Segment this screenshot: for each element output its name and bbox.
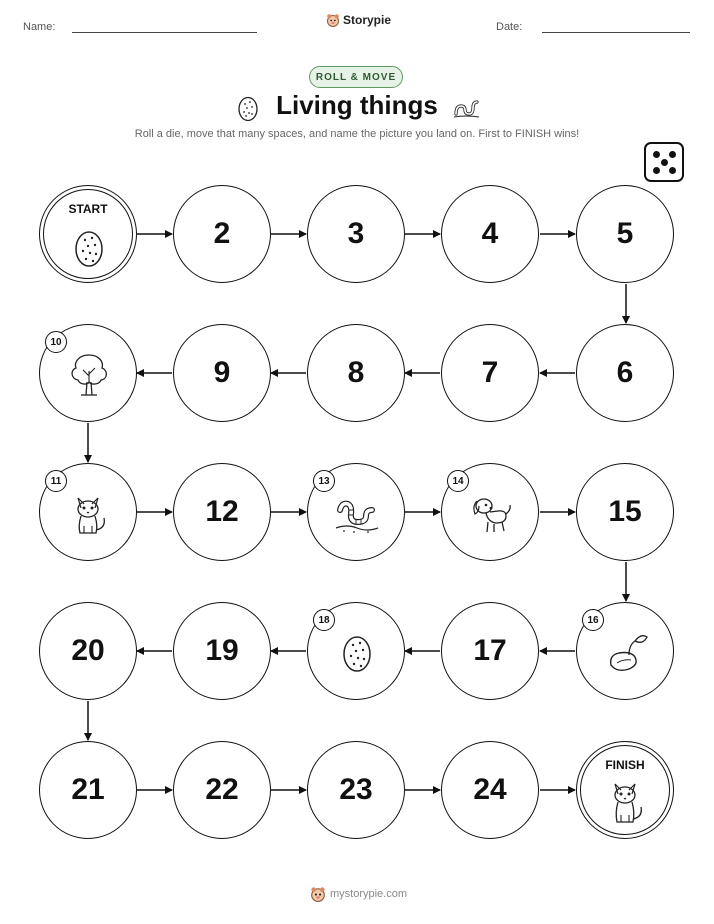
space-number: 7: [481, 356, 499, 389]
brand-name: Storypie: [343, 13, 392, 27]
egg-icon: [332, 627, 382, 677]
cat-icon: [601, 780, 651, 826]
tree-icon: [64, 349, 114, 399]
finish-label: FINISH: [605, 758, 645, 772]
board-space-23[interactable]: [307, 741, 405, 839]
space-number: 24: [473, 773, 507, 806]
board-space-21[interactable]: [39, 741, 137, 839]
footer-site-link[interactable]: mystorypie.com: [330, 888, 408, 900]
start-label: START: [68, 202, 108, 216]
space-number: 17: [473, 634, 507, 667]
footer: [310, 886, 407, 902]
board-space-4[interactable]: [441, 185, 539, 283]
activity-badge: ROLL & MOVE: [309, 66, 403, 88]
board-space-15[interactable]: [576, 463, 674, 561]
puppy-icon: [466, 488, 516, 538]
board-space-12[interactable]: [173, 463, 271, 561]
space-badge-10: 10: [45, 331, 67, 353]
cat-icon: [64, 488, 114, 538]
space-badge-13: 13: [313, 470, 335, 492]
space-number: 12: [205, 495, 239, 528]
space-number: 5: [616, 217, 634, 250]
board-space-22[interactable]: [173, 741, 271, 839]
space-number: 21: [71, 773, 105, 806]
board-space-7[interactable]: [441, 324, 539, 422]
board-space-2[interactable]: [173, 185, 271, 283]
start-space[interactable]: [39, 185, 137, 283]
board-space-3[interactable]: [307, 185, 405, 283]
date-label: Date:: [496, 21, 523, 33]
space-badge-14: 14: [447, 470, 469, 492]
space-number: 8: [347, 356, 365, 389]
storypie-mascot-icon: [310, 886, 326, 902]
space-number: 3: [347, 217, 365, 250]
space-number: 22: [205, 773, 239, 806]
board-space-8[interactable]: [307, 324, 405, 422]
space-number: 15: [608, 495, 642, 528]
board-space-5[interactable]: [576, 185, 674, 283]
page-title: Living things: [276, 90, 438, 120]
space-number: 6: [616, 356, 634, 389]
space-number: 9: [213, 356, 231, 389]
board-space-24[interactable]: [441, 741, 539, 839]
egg-icon: [64, 224, 114, 270]
name-label: Name:: [23, 21, 56, 33]
board-space-6[interactable]: [576, 324, 674, 422]
board-space-19[interactable]: [173, 602, 271, 700]
space-number: 19: [205, 634, 239, 667]
space-badge-11: 11: [45, 470, 67, 492]
space-number: 4: [481, 217, 499, 250]
board-space-17[interactable]: [441, 602, 539, 700]
board-space-20[interactable]: [39, 602, 137, 700]
worm-icon: [332, 488, 382, 538]
space-badge-16: 16: [582, 609, 604, 631]
instructions: Roll a die, move that many spaces, and name the picture you land on. First to FINISH wins!: [134, 128, 580, 140]
space-number: 23: [339, 773, 373, 806]
space-badge-18: 18: [313, 609, 335, 631]
seed-sprout-icon: [601, 627, 651, 677]
space-number: 2: [213, 217, 231, 250]
space-number: 20: [71, 634, 105, 667]
finish-space[interactable]: [576, 741, 674, 839]
board-space-9[interactable]: [173, 324, 271, 422]
